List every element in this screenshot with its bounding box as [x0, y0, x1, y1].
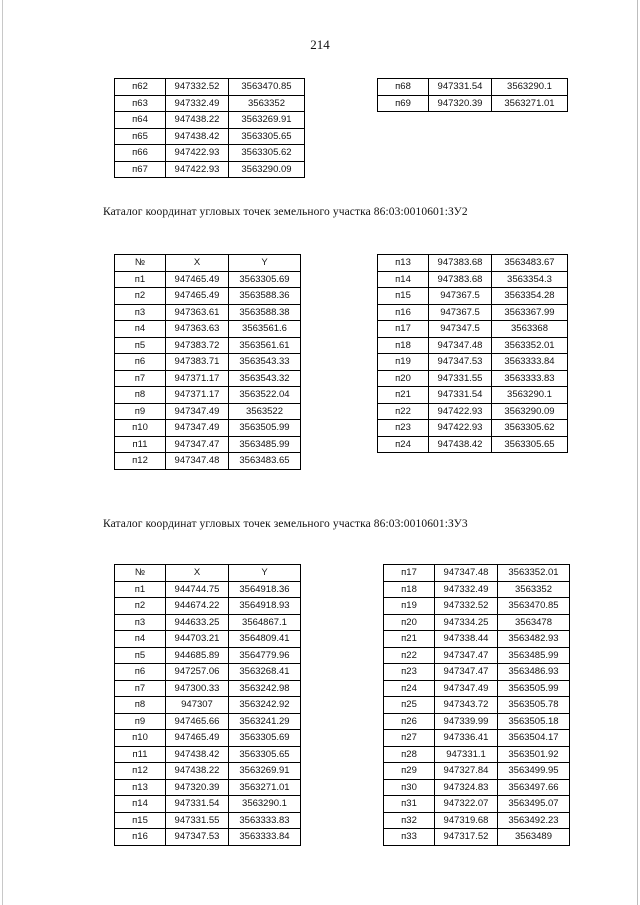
point-number-cell: п19	[378, 354, 429, 371]
y-coordinate-cell: 3563486.93	[498, 664, 570, 681]
y-coordinate-cell: 3563522	[229, 403, 301, 420]
y-coordinate-cell: 3563305.69	[229, 271, 301, 288]
y-coordinate-cell: 3563242.98	[229, 680, 301, 697]
point-number-cell: п11	[115, 436, 166, 453]
point-number-cell: п13	[115, 779, 166, 796]
x-coordinate-cell: 947307	[166, 697, 229, 714]
x-coordinate-cell: 947383.71	[166, 354, 229, 371]
page-number: 214	[310, 37, 330, 52]
point-number-cell: п18	[384, 581, 435, 598]
section3-left-table	[114, 564, 301, 846]
table-row	[115, 614, 301, 631]
x-coordinate-cell: 947347.53	[429, 354, 492, 371]
point-number-cell: п25	[384, 697, 435, 714]
y-coordinate-cell: 3563505.18	[498, 713, 570, 730]
y-coordinate-cell: 3563241.29	[229, 713, 301, 730]
y-coordinate-cell: 3563305.62	[492, 420, 568, 437]
x-coordinate-cell: 947438.22	[166, 112, 229, 129]
x-coordinate-cell: 947347.48	[429, 337, 492, 354]
x-coordinate-cell: 947347.49	[166, 403, 229, 420]
point-number-cell: п30	[384, 779, 435, 796]
table-row	[115, 680, 301, 697]
point-number-cell: п5	[115, 337, 166, 354]
point-number-cell: п16	[378, 304, 429, 321]
header-number: №	[115, 255, 166, 272]
x-coordinate-cell: 947324.83	[435, 779, 498, 796]
table-row	[378, 403, 568, 420]
y-coordinate-cell: 3563470.85	[229, 79, 305, 96]
y-coordinate-cell: 3563269.91	[229, 112, 305, 129]
y-coordinate-cell: 3563368	[492, 321, 568, 338]
point-number-cell: п28	[384, 746, 435, 763]
table-row	[115, 647, 301, 664]
table-row	[115, 95, 305, 112]
point-number-cell: п10	[115, 730, 166, 747]
x-coordinate-cell: 947331.55	[429, 370, 492, 387]
table-row	[378, 288, 568, 305]
point-number-cell: п68	[378, 79, 429, 96]
table-row	[115, 436, 301, 453]
y-coordinate-cell: 3563489	[498, 829, 570, 846]
table-row	[384, 812, 570, 829]
point-number-cell: п69	[378, 95, 429, 112]
x-coordinate-cell: 947383.68	[429, 255, 492, 272]
y-coordinate-cell: 3563543.32	[229, 370, 301, 387]
section3-right-table	[383, 564, 570, 846]
y-coordinate-cell: 3563271.01	[492, 95, 568, 112]
point-number-cell: п7	[115, 370, 166, 387]
x-coordinate-cell: 947422.93	[429, 420, 492, 437]
point-number-cell: п15	[115, 812, 166, 829]
x-coordinate-cell: 947367.5	[429, 288, 492, 305]
table-row	[115, 321, 301, 338]
y-coordinate-cell: 3563367.99	[492, 304, 568, 321]
point-number-cell: п3	[115, 304, 166, 321]
x-coordinate-cell: 947331.55	[166, 812, 229, 829]
point-number-cell: п12	[115, 763, 166, 780]
table-row	[384, 763, 570, 780]
x-coordinate-cell: 947320.39	[429, 95, 492, 112]
x-coordinate-cell: 947438.42	[166, 746, 229, 763]
y-coordinate-cell: 3563333.83	[229, 812, 301, 829]
table-row	[384, 697, 570, 714]
y-coordinate-cell: 3563290.09	[229, 161, 305, 178]
y-coordinate-cell: 3563268.41	[229, 664, 301, 681]
section2-left-table	[114, 254, 301, 470]
point-number-cell: п24	[378, 436, 429, 453]
x-coordinate-cell: 947347.5	[429, 321, 492, 338]
point-number-cell: п14	[115, 796, 166, 813]
y-coordinate-cell: 3563505.99	[498, 680, 570, 697]
y-coordinate-cell: 3563485.99	[498, 647, 570, 664]
table-row	[115, 796, 301, 813]
y-coordinate-cell: 3563352	[498, 581, 570, 598]
table-row	[378, 337, 568, 354]
point-number-cell: п16	[115, 829, 166, 846]
point-number-cell: п6	[115, 354, 166, 371]
y-coordinate-cell: 3563352.01	[492, 337, 568, 354]
x-coordinate-cell: 947363.63	[166, 321, 229, 338]
y-coordinate-cell: 3563305.69	[229, 730, 301, 747]
point-number-cell: п18	[378, 337, 429, 354]
point-number-cell: п8	[115, 387, 166, 404]
table-row	[384, 796, 570, 813]
y-coordinate-cell: 3563242.92	[229, 697, 301, 714]
table-row	[378, 420, 568, 437]
point-number-cell: п6	[115, 664, 166, 681]
table-row	[115, 598, 301, 615]
point-number-cell: п2	[115, 288, 166, 305]
point-number-cell: п26	[384, 713, 435, 730]
section2-caption: Каталог координат угловых точек земельного участка 86:03:0010601:ЗУ2	[103, 206, 468, 218]
table-row	[115, 271, 301, 288]
y-coordinate-cell: 3563352.01	[498, 565, 570, 582]
table-row	[378, 354, 568, 371]
y-coordinate-cell: 3563492.23	[498, 812, 570, 829]
y-coordinate-cell: 3564918.93	[229, 598, 301, 615]
x-coordinate-cell: 947438.22	[166, 763, 229, 780]
x-coordinate-cell: 947347.53	[166, 829, 229, 846]
y-coordinate-cell: 3563588.38	[229, 304, 301, 321]
x-coordinate-cell: 944674.22	[166, 598, 229, 615]
x-coordinate-cell: 947300.33	[166, 680, 229, 697]
point-number-cell: п23	[384, 664, 435, 681]
x-coordinate-cell: 947383.72	[166, 337, 229, 354]
table-row	[384, 713, 570, 730]
point-number-cell: п9	[115, 403, 166, 420]
point-number-cell: п1	[115, 581, 166, 598]
x-coordinate-cell: 947343.72	[435, 697, 498, 714]
x-coordinate-cell: 947347.49	[435, 680, 498, 697]
x-coordinate-cell: 947465.49	[166, 288, 229, 305]
table-row	[115, 161, 305, 178]
table-row	[384, 664, 570, 681]
table-row	[115, 288, 301, 305]
y-coordinate-cell: 3563305.65	[492, 436, 568, 453]
x-coordinate-cell: 947322.07	[435, 796, 498, 813]
x-coordinate-cell: 947331.54	[166, 796, 229, 813]
x-coordinate-cell: 947320.39	[166, 779, 229, 796]
x-coordinate-cell: 947332.52	[166, 79, 229, 96]
x-coordinate-cell: 947347.47	[435, 664, 498, 681]
table-row	[115, 337, 301, 354]
x-coordinate-cell: 947339.99	[435, 713, 498, 730]
table-row	[378, 436, 568, 453]
point-number-cell: п22	[384, 647, 435, 664]
y-coordinate-cell: 3563543.33	[229, 354, 301, 371]
x-coordinate-cell: 947347.47	[166, 436, 229, 453]
table-row	[115, 453, 301, 470]
x-coordinate-cell: 947422.93	[429, 403, 492, 420]
x-coordinate-cell: 947363.61	[166, 304, 229, 321]
x-coordinate-cell: 947332.49	[166, 95, 229, 112]
scan-edge-left	[2, 0, 3, 905]
point-number-cell: п2	[115, 598, 166, 615]
table-row	[115, 730, 301, 747]
table-row	[384, 647, 570, 664]
scan-edge-right	[637, 0, 638, 905]
y-coordinate-cell: 3564809.41	[229, 631, 301, 648]
table-row	[115, 354, 301, 371]
x-coordinate-cell: 947347.49	[166, 420, 229, 437]
y-coordinate-cell: 3564918.36	[229, 581, 301, 598]
x-coordinate-cell: 947331.1	[435, 746, 498, 763]
table-row	[378, 387, 568, 404]
table-row	[378, 370, 568, 387]
y-coordinate-cell: 3563290.1	[229, 796, 301, 813]
point-number-cell: п13	[378, 255, 429, 272]
y-coordinate-cell: 3563485.99	[229, 436, 301, 453]
y-coordinate-cell: 3563495.07	[498, 796, 570, 813]
table-row	[115, 304, 301, 321]
y-coordinate-cell: 3563478	[498, 614, 570, 631]
point-number-cell: п24	[384, 680, 435, 697]
y-coordinate-cell: 3563505.99	[229, 420, 301, 437]
y-coordinate-cell: 3563333.83	[492, 370, 568, 387]
table-row	[384, 614, 570, 631]
x-coordinate-cell: 947422.93	[166, 161, 229, 178]
point-number-cell: п29	[384, 763, 435, 780]
x-coordinate-cell: 947334.25	[435, 614, 498, 631]
table-row	[378, 321, 568, 338]
table-row	[384, 565, 570, 582]
y-coordinate-cell: 3563290.1	[492, 79, 568, 96]
table-header-row	[115, 565, 301, 582]
y-coordinate-cell: 3563561.61	[229, 337, 301, 354]
y-coordinate-cell: 3563497.66	[498, 779, 570, 796]
table-row	[115, 697, 301, 714]
y-coordinate-cell: 3563483.65	[229, 453, 301, 470]
point-number-cell: п64	[115, 112, 166, 129]
x-coordinate-cell: 947338.44	[435, 631, 498, 648]
table-row	[115, 713, 301, 730]
header-y: Y	[229, 255, 301, 272]
point-number-cell: п62	[115, 79, 166, 96]
x-coordinate-cell: 947465.66	[166, 713, 229, 730]
y-coordinate-cell: 3563290.1	[492, 387, 568, 404]
y-coordinate-cell: 3563522.04	[229, 387, 301, 404]
y-coordinate-cell: 3563483.67	[492, 255, 568, 272]
table-row	[115, 664, 301, 681]
header-x: X	[166, 565, 229, 582]
x-coordinate-cell: 944685.89	[166, 647, 229, 664]
x-coordinate-cell: 947438.42	[429, 436, 492, 453]
point-number-cell: п32	[384, 812, 435, 829]
point-number-cell: п3	[115, 614, 166, 631]
point-number-cell: п19	[384, 598, 435, 615]
point-number-cell: п12	[115, 453, 166, 470]
point-number-cell: п1	[115, 271, 166, 288]
point-number-cell: п14	[378, 271, 429, 288]
y-coordinate-cell: 3563561.6	[229, 321, 301, 338]
point-number-cell: п4	[115, 631, 166, 648]
x-coordinate-cell: 944633.25	[166, 614, 229, 631]
point-number-cell: п21	[378, 387, 429, 404]
table-header-row	[115, 255, 301, 272]
x-coordinate-cell: 947465.49	[166, 730, 229, 747]
y-coordinate-cell: 3563499.95	[498, 763, 570, 780]
table-row	[115, 112, 305, 129]
table-row	[378, 271, 568, 288]
y-coordinate-cell: 3563290.09	[492, 403, 568, 420]
point-number-cell: п15	[378, 288, 429, 305]
table-row	[115, 420, 301, 437]
table-row	[115, 631, 301, 648]
y-coordinate-cell: 3563305.65	[229, 746, 301, 763]
y-coordinate-cell: 3564779.96	[229, 647, 301, 664]
header-y: Y	[229, 565, 301, 582]
x-coordinate-cell: 947347.48	[435, 565, 498, 582]
x-coordinate-cell: 947347.47	[435, 647, 498, 664]
x-coordinate-cell: 944703.21	[166, 631, 229, 648]
point-number-cell: п66	[115, 145, 166, 162]
x-coordinate-cell: 947465.49	[166, 271, 229, 288]
y-coordinate-cell: 3563354.3	[492, 271, 568, 288]
x-coordinate-cell: 947367.5	[429, 304, 492, 321]
table-row	[115, 145, 305, 162]
section1-left-table	[114, 78, 305, 178]
y-coordinate-cell: 3563505.78	[498, 697, 570, 714]
table-row	[115, 779, 301, 796]
point-number-cell: п65	[115, 128, 166, 145]
point-number-cell: п11	[115, 746, 166, 763]
table-row	[115, 829, 301, 846]
table-row	[378, 255, 568, 272]
point-number-cell: п10	[115, 420, 166, 437]
point-number-cell: п20	[384, 614, 435, 631]
x-coordinate-cell: 947438.42	[166, 128, 229, 145]
table-row	[115, 581, 301, 598]
table-row	[378, 79, 568, 96]
table-row	[115, 79, 305, 96]
section1-right-table	[377, 78, 568, 112]
x-coordinate-cell: 947332.49	[435, 581, 498, 598]
section3-caption: Каталог координат угловых точек земельного участка 86:03:0010601:ЗУ3	[103, 518, 468, 530]
y-coordinate-cell: 3563269.91	[229, 763, 301, 780]
point-number-cell: п22	[378, 403, 429, 420]
y-coordinate-cell: 3563271.01	[229, 779, 301, 796]
table-row	[115, 387, 301, 404]
y-coordinate-cell: 3563352	[229, 95, 305, 112]
table-row	[384, 730, 570, 747]
x-coordinate-cell: 947257.06	[166, 664, 229, 681]
x-coordinate-cell: 947383.68	[429, 271, 492, 288]
y-coordinate-cell: 3564867.1	[229, 614, 301, 631]
table-row	[115, 128, 305, 145]
table-row	[378, 304, 568, 321]
section2-right-table	[377, 254, 568, 453]
point-number-cell: п27	[384, 730, 435, 747]
y-coordinate-cell: 3563333.84	[229, 829, 301, 846]
point-number-cell: п17	[378, 321, 429, 338]
x-coordinate-cell: 947331.54	[429, 387, 492, 404]
table-row	[384, 829, 570, 846]
table-row	[384, 581, 570, 598]
table-row	[384, 779, 570, 796]
y-coordinate-cell: 3563504.17	[498, 730, 570, 747]
header-number: №	[115, 565, 166, 582]
table-row	[115, 403, 301, 420]
point-number-cell: п5	[115, 647, 166, 664]
x-coordinate-cell: 947336.41	[435, 730, 498, 747]
x-coordinate-cell: 947327.84	[435, 763, 498, 780]
x-coordinate-cell: 947371.17	[166, 387, 229, 404]
x-coordinate-cell: 947422.93	[166, 145, 229, 162]
x-coordinate-cell: 947347.48	[166, 453, 229, 470]
x-coordinate-cell: 947319.68	[435, 812, 498, 829]
x-coordinate-cell: 947317.52	[435, 829, 498, 846]
y-coordinate-cell: 3563305.62	[229, 145, 305, 162]
table-row	[115, 812, 301, 829]
table-row	[378, 95, 568, 112]
x-coordinate-cell: 944744.75	[166, 581, 229, 598]
table-row	[115, 370, 301, 387]
point-number-cell: п33	[384, 829, 435, 846]
header-x: X	[166, 255, 229, 272]
point-number-cell: п21	[384, 631, 435, 648]
y-coordinate-cell: 3563333.84	[492, 354, 568, 371]
point-number-cell: п23	[378, 420, 429, 437]
point-number-cell: п17	[384, 565, 435, 582]
table-row	[115, 763, 301, 780]
y-coordinate-cell: 3563588.36	[229, 288, 301, 305]
point-number-cell: п63	[115, 95, 166, 112]
point-number-cell: п4	[115, 321, 166, 338]
table-row	[384, 631, 570, 648]
y-coordinate-cell: 3563501.92	[498, 746, 570, 763]
x-coordinate-cell: 947332.52	[435, 598, 498, 615]
x-coordinate-cell: 947371.17	[166, 370, 229, 387]
point-number-cell: п67	[115, 161, 166, 178]
y-coordinate-cell: 3563354.28	[492, 288, 568, 305]
x-coordinate-cell: 947331.54	[429, 79, 492, 96]
table-row	[384, 598, 570, 615]
table-row	[384, 746, 570, 763]
y-coordinate-cell: 3563482.93	[498, 631, 570, 648]
point-number-cell: п20	[378, 370, 429, 387]
point-number-cell: п7	[115, 680, 166, 697]
table-row	[384, 680, 570, 697]
point-number-cell: п9	[115, 713, 166, 730]
point-number-cell: п31	[384, 796, 435, 813]
table-row	[115, 746, 301, 763]
point-number-cell: п8	[115, 697, 166, 714]
y-coordinate-cell: 3563470.85	[498, 598, 570, 615]
y-coordinate-cell: 3563305.65	[229, 128, 305, 145]
